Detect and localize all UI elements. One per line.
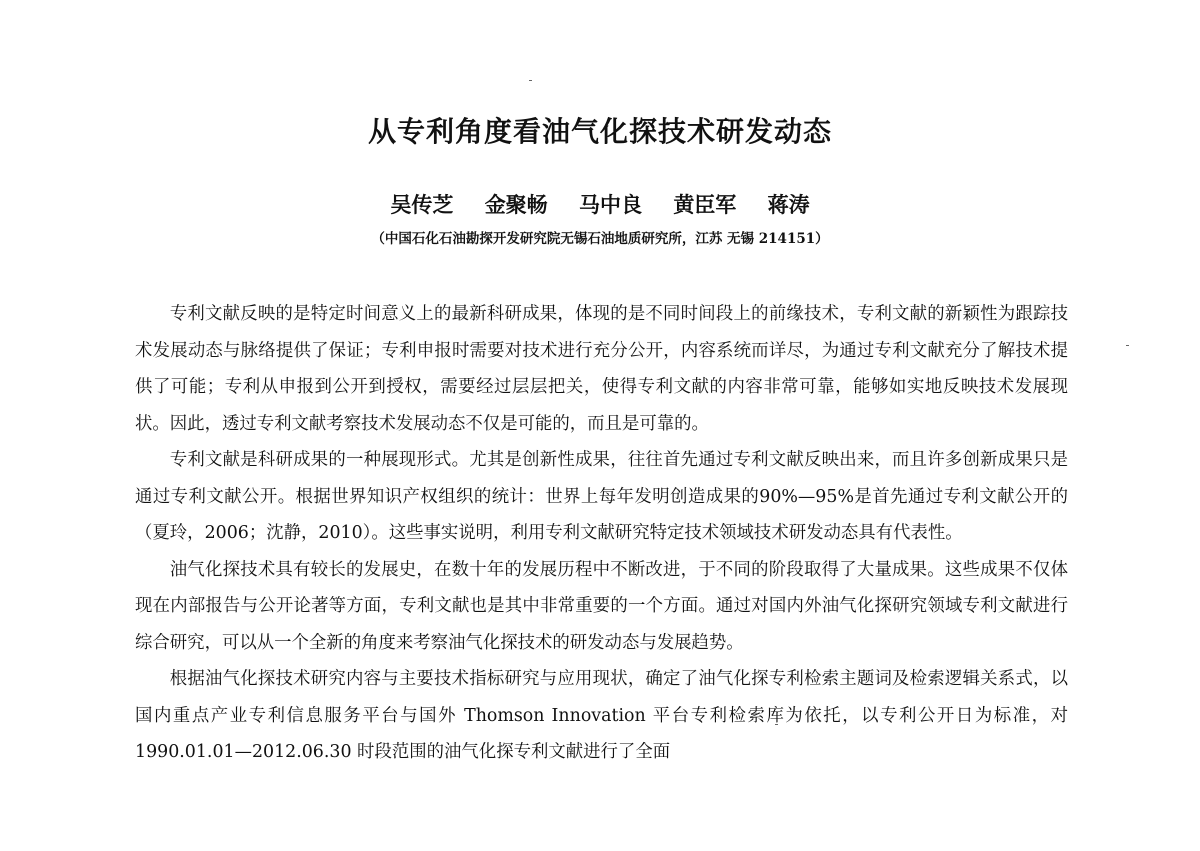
author-name: 蒋涛 bbox=[767, 192, 810, 217]
body-paragraph: 根据油气化探技术研究内容与主要技术指标研究与应用现状，确定了油气化探专利检索主题词及检索逻辑关系式，以国内重点产业专利信息服务平台与国外 Thomson Innovation 平台专利检索库为依托，以专利公开日为标准，对 1990.01.01—2012.06.30 时段范围的油气化探专利文献进行了全面 bbox=[135, 669, 1068, 762]
body-paragraph: 油气化探技术具有较长的发展史，在数十年的发展历程中不断改进，于不同的阶段取得了大量成果。这些成果不仅体现在内部报告与公开论著等方面，专利文献也是其中非常重要的一个方面。通过对国内外油气化探研究领域专利文献进行综合研究，可以从一个全新的角度来考察油气化探技术的研发动态与发展趋势。 bbox=[135, 559, 1068, 653]
scan-speck bbox=[1126, 345, 1129, 346]
author-list bbox=[0, 190, 1200, 220]
body-paragraph: 专利文献是科研成果的一种展现形式。尤其是创新性成果，往往首先通过专利文献反映出来，而且许多创新成果只是通过专利文献公开。根据世界知识产权组织的统计：世界上每年发明创造成果的90%—95%是首先通过专利文献公开的（夏玲，2006；沈静，2010）。这些事实说明，利用专利文献研究特定技术领域技术研发动态具有代表性。 bbox=[135, 450, 1068, 543]
author-name: 吴传芝 bbox=[390, 192, 454, 217]
article-title: 从专利角度看油气化探技术研发动态 bbox=[367, 115, 832, 148]
author-name: 金聚畅 bbox=[484, 192, 548, 217]
scan-speck bbox=[529, 80, 532, 81]
article-body bbox=[135, 296, 1068, 771]
author-affiliation: （中国石化石油勘探开发研究院无锡石油地质研究所，江苏 无锡 214151） bbox=[371, 231, 829, 247]
author-name: 马中良 bbox=[579, 192, 642, 217]
body-paragraph: 专利文献反映的是特定时间意义上的最新科研成果，体现的是不同时间段上的前缘技术，专利文献的新颖性为跟踪技术发展动态与脉络提供了保证；专利申报时需要对技术进行充分公开，内容系统而详尽，为通过专利文献充分了解技术提供了可能；专利从申报到公开到授权，需要经过层层把关，使得专利文献的内容非常可靠，能够如实地反映技术发展现状。因此，透过专利文献考察技术发展动态不仅是可能的，而且是可靠的。 bbox=[135, 304, 1068, 434]
author-name: 黄臣军 bbox=[673, 192, 737, 217]
